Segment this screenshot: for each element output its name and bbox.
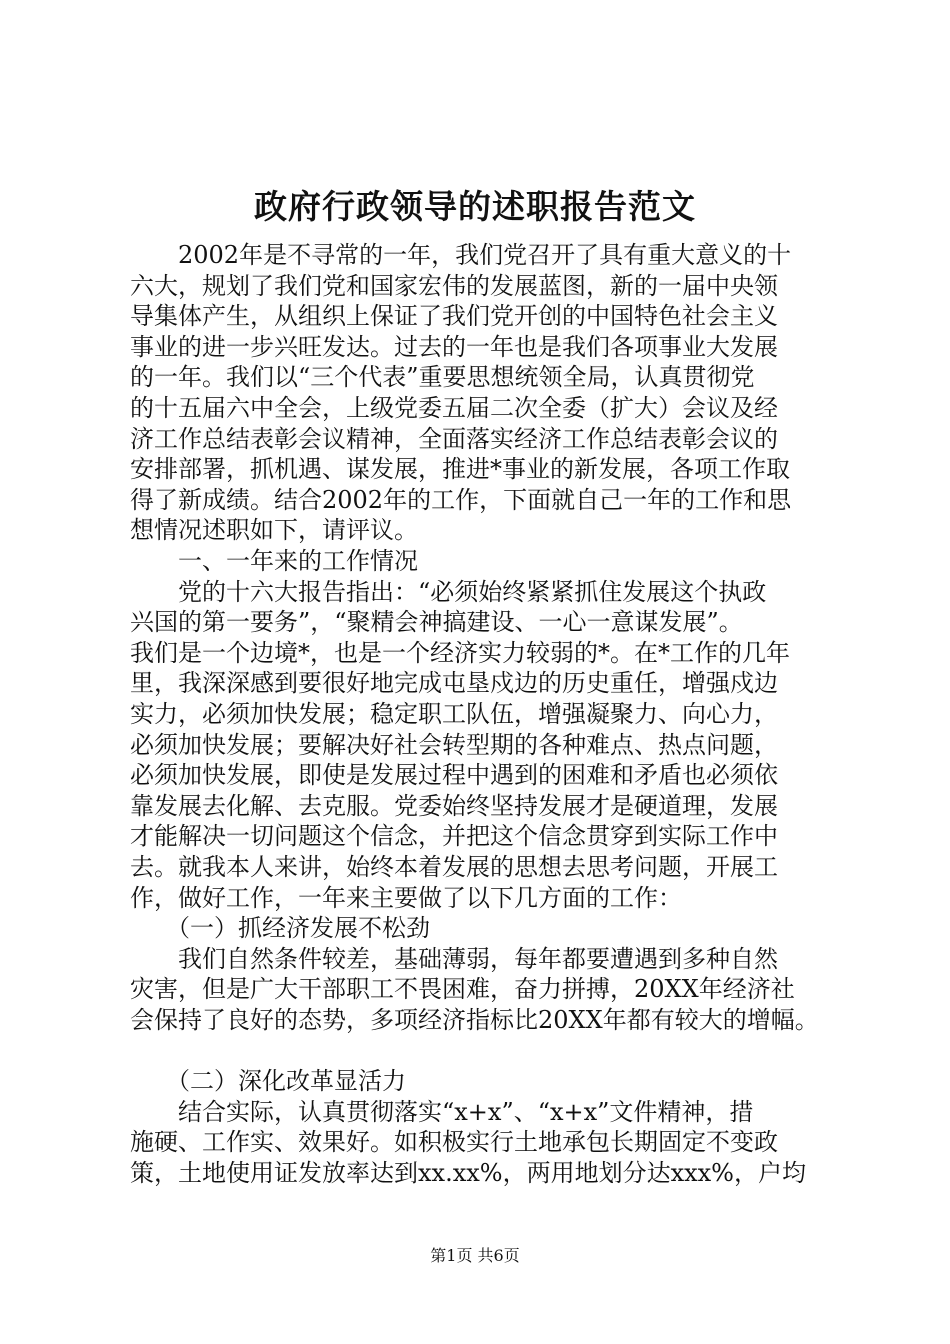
text-line: 得了新成绩。结合2002年的工作，下面就自己一年的工作和思	[130, 485, 792, 514]
text-line: 施硬、工作实、效果好。如积极实行土地承包长期固定不变政	[130, 1128, 778, 1157]
text-line: 党的十六大报告指出：“必须始终紧紧抓住发展这个执政	[130, 577, 767, 606]
text-line: 必须加快发展，即使是发展过程中遇到的困难和矛盾也必须依	[130, 761, 778, 790]
text-line: 事业的进一步兴旺发达。过去的一年也是我们各项事业大发展	[130, 332, 778, 361]
document-title: 政府行政领导的述职报告范文	[254, 187, 696, 226]
subsection-heading: （二）深化改革显活力	[130, 1067, 406, 1096]
text-line: 必须加快发展；要解决好社会转型期的各种难点、热点问题，	[130, 730, 778, 759]
text-line: 作，做好工作，一年来主要做了以下几方面的工作：	[130, 883, 682, 912]
text-line: 的一年。我们以“三个代表”重要思想统领全局，认真贯彻党	[130, 363, 755, 392]
text-line: 兴国的第一要务”，“聚精会神搞建设、一心一意谋发展”。	[130, 608, 743, 637]
text-line: 靠发展去化解、去克服。党委始终坚持发展才是硬道理，发展	[130, 791, 778, 820]
text-line: 想情况述职如下，请评议。	[130, 516, 418, 545]
text-line: 才能解决一切问题这个信念，并把这个信念贯穿到实际工作中	[130, 822, 778, 851]
text-line: 灾害，但是广大干部职工不畏困难，奋力拼搏，20XX年经济社	[130, 975, 795, 1004]
text-line: 的十五届六中全会，上级党委五届二次全委（扩大）会议及经	[130, 394, 778, 422]
text-line: 去。就我本人来讲，始终本着发展的思想去思考问题，开展工	[130, 853, 778, 881]
text-line: 里，我深深感到要很好地完成屯垦戍边的历史重任，增强戍边	[130, 669, 778, 698]
page-footer: 第1页 共6页	[430, 1246, 520, 1265]
section-heading: 一、一年来的工作情况	[130, 547, 418, 575]
text-line: 结合实际，认真贯彻落实“x+x”、“x+x”文件精神，措	[130, 1097, 754, 1126]
subsection-heading: （一）抓经济发展不松劲	[130, 914, 430, 943]
text-line: 六大，规划了我们党和国家宏伟的发展蓝图，新的一届中央领	[130, 271, 778, 300]
text-line: 我们是一个边境*，也是一个经济实力较弱的*。在*工作的几年	[130, 638, 790, 667]
text-line: 2002年是不寻常的一年，我们党召开了具有重大意义的十	[130, 241, 792, 269]
text-line: 会保持了良好的态势，多项经济指标比20XX年都有较大的增幅。	[130, 1006, 819, 1034]
text-line: 安排部署，抓机遇、谋发展，推进*事业的新发展，各项工作取	[130, 455, 790, 484]
text-line: 济工作总结表彰会议精神，全面落实经济工作总结表彰会议的	[130, 424, 778, 453]
text-line: 我们自然条件较差，基础薄弱，每年都要遭遇到多种自然	[130, 944, 778, 973]
text-line: 导集体产生，从组织上保证了我们党开创的中国特色社会主义	[130, 302, 778, 331]
text-line: 策，土地使用证发放率达到xx.xx%，两用地划分达xxx%，户均	[130, 1159, 806, 1187]
text-line: 实力，必须加快发展；稳定职工队伍，增强凝聚力、向心力，	[130, 700, 778, 728]
